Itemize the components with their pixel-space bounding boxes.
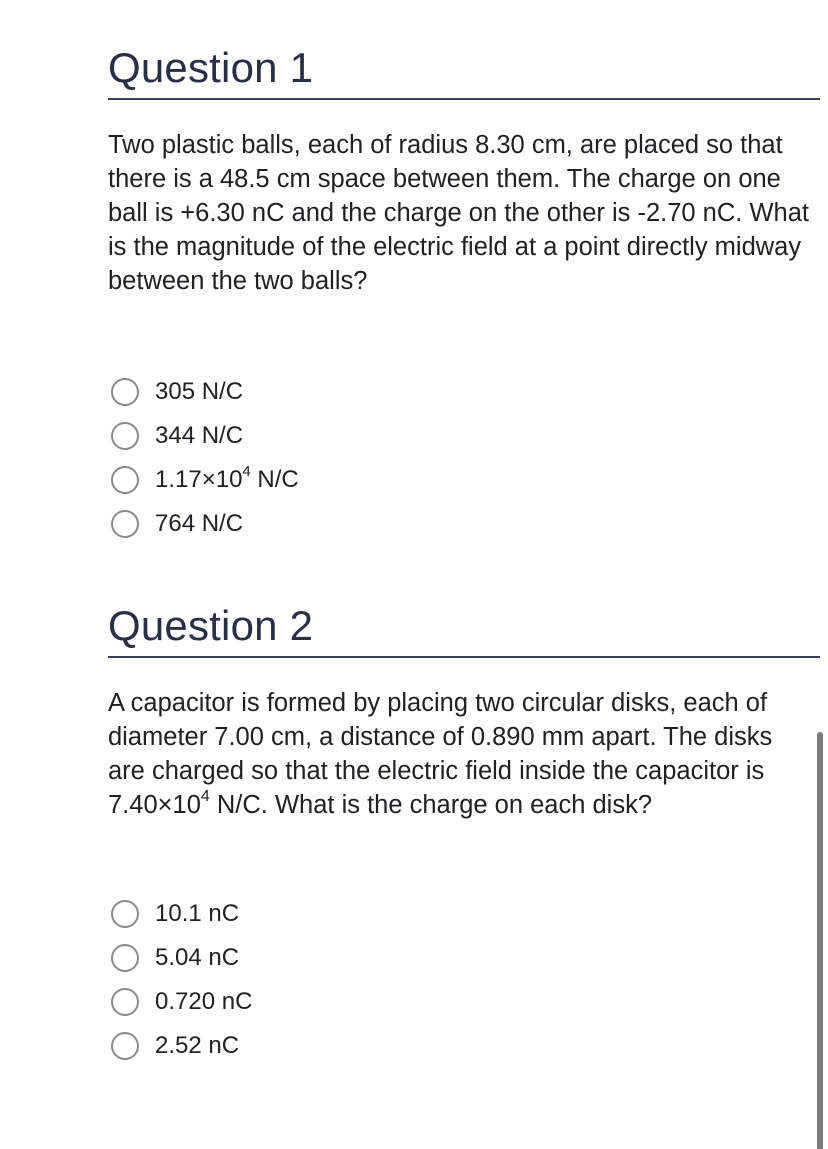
scrollbar-thumb[interactable] xyxy=(817,732,823,1149)
radio-button[interactable] xyxy=(111,988,139,1016)
radio-button[interactable] xyxy=(111,466,139,494)
option-label-unit: N/C xyxy=(250,466,299,493)
radio-button[interactable] xyxy=(111,510,139,538)
question-1-option-a[interactable] xyxy=(108,370,820,414)
question-2-text xyxy=(108,686,813,822)
option-label: 10.1 nC xyxy=(155,900,240,927)
question-2-options xyxy=(108,892,820,1068)
question-1-option-d[interactable] xyxy=(108,502,820,546)
question-2-option-d[interactable] xyxy=(108,1024,820,1068)
radio-button[interactable] xyxy=(111,422,139,450)
option-label: 0.720 nC xyxy=(155,988,253,1015)
option-label-base: 1.17×10 xyxy=(155,466,243,493)
question-1-option-b[interactable] xyxy=(108,414,820,458)
option-label-exponent: 4 xyxy=(242,463,251,480)
radio-button[interactable] xyxy=(111,944,139,972)
option-label: 305 N/C xyxy=(155,378,244,405)
radio-button[interactable] xyxy=(111,378,139,406)
option-label: 344 N/C xyxy=(155,422,244,449)
question-1 xyxy=(108,40,820,546)
question-2-option-c[interactable] xyxy=(108,980,820,1024)
question-2-option-b[interactable] xyxy=(108,936,820,980)
question-1-text: Two plastic balls, each of radius 8.30 cm, are placed so that there is a 48.5 cm space between them. The charge on one ball is +6.30 nC and the charge on the other is -2.70 nC. What is the magnitude of the electric field at a point directly midway between the two balls? xyxy=(108,131,809,295)
question-2-text-exponent: 4 xyxy=(200,788,210,805)
option-label: 2.52 nC xyxy=(155,1032,240,1059)
question-1-title: Question 1 xyxy=(108,44,314,91)
question-2-option-a[interactable] xyxy=(108,892,820,936)
option-label: 764 N/C xyxy=(155,510,244,537)
question-2-title: Question 2 xyxy=(108,602,314,649)
question-1-options xyxy=(108,370,820,546)
radio-button[interactable] xyxy=(111,1032,139,1060)
question-1-option-c[interactable] xyxy=(108,458,820,502)
option-label xyxy=(155,465,299,495)
question-2-divider xyxy=(108,656,820,658)
question-2-text-after: N/C. What is the charge on each disk? xyxy=(209,791,653,819)
question-2-text-before: A capacitor is formed by placing two circular disks, each of diameter 7.00 cm, a distance of 0.890 mm apart. The disks are charged so that the electric field inside the capacitor is 7.40×10 xyxy=(108,689,773,819)
radio-button[interactable] xyxy=(111,900,139,928)
question-2 xyxy=(108,598,820,1068)
question-1-divider xyxy=(108,98,820,100)
option-label: 5.04 nC xyxy=(155,944,240,971)
